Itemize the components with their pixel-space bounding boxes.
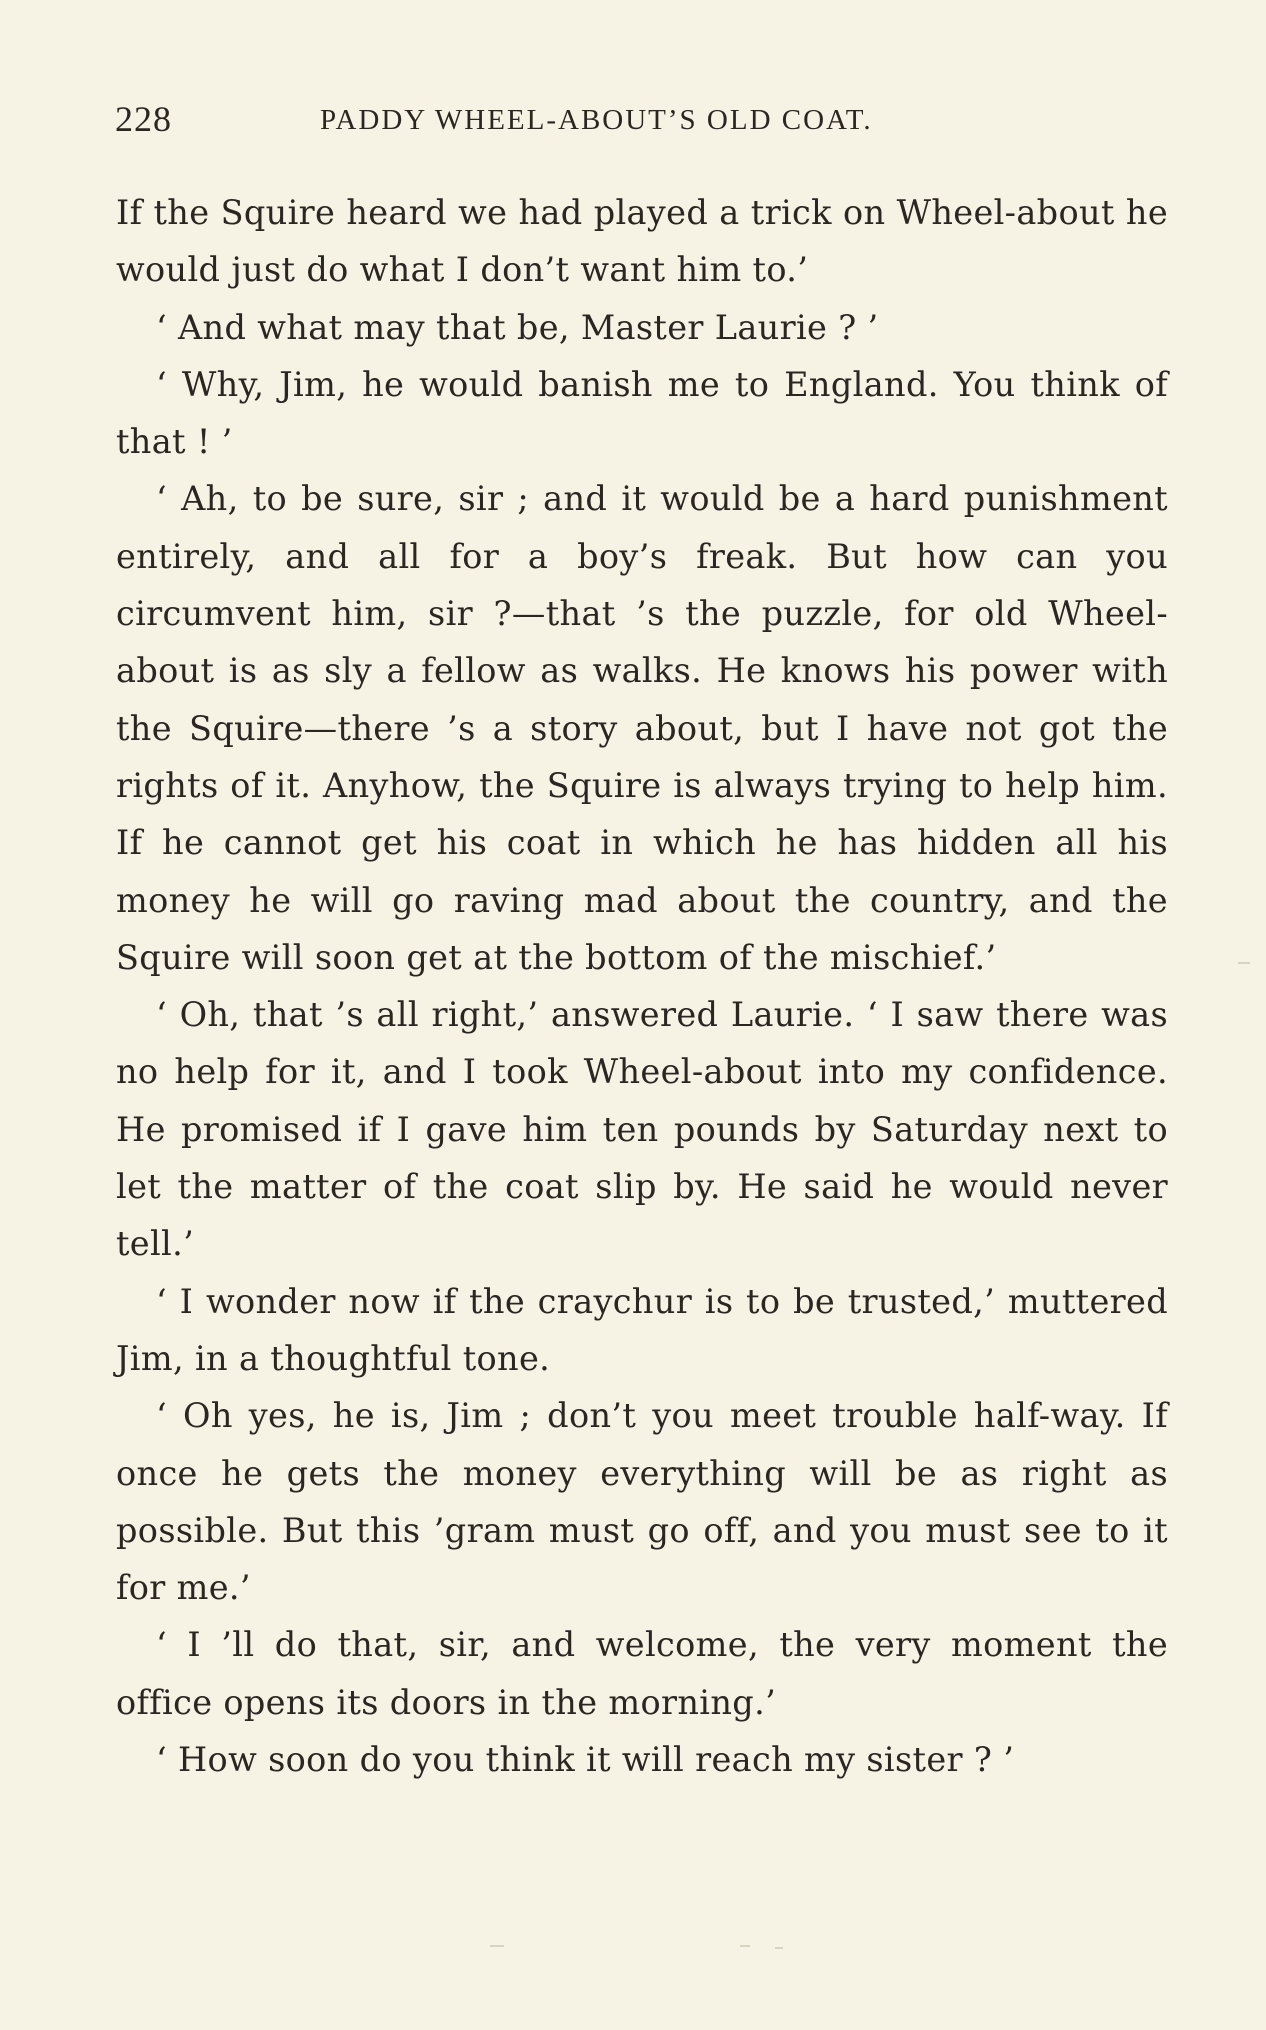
paragraph: ‘ Why, Jim, he would banish me to England. You think of that ! ’ (116, 364, 1168, 462)
paragraph: ‘ Ah, to be sure, sir ; and it would be a hard punishment entirely, and all for a boy’s freak. But how can you circumvent him, sir ?—that ’s the puzzle, for old Wheel-about is as sly a fellow as walks. He knows his power with the Squire—there ’s a story about, but I have not got the rights of it. Anyhow, the Squire is always trying to help him. If he cannot get his coat in which he has hidden all his money he will go raving mad about the country, and the Squire will soon get at the bottom of the mischief.’ (116, 479, 1168, 977)
paper-speck (740, 1945, 750, 1947)
paper-speck (1238, 962, 1250, 964)
paragraph: If the Squire heard we had played a trick on Wheel-about he would just do what I don’t want him to.’ (116, 193, 1168, 290)
paragraph: ‘ Oh yes, he is, Jim ; don’t you meet trouble half-way. If once he gets the money everything will be as right as possible. But this ’gram must go off, and you must see to it for me.’ (116, 1396, 1168, 1608)
paragraph: ‘ I wonder now if the craychur is to be trusted,’ muttered Jim, in a thoughtful tone. (116, 1281, 1168, 1378)
paper-speck (490, 1945, 504, 1947)
paragraph: ‘ Oh, that ’s all right,’ answered Laurie. ‘ I saw there was no help for it, and I took Wheel-about into my confidence. He promised if I gave him ten pounds by Saturday next to let the matter of the coat slip by. He said he would never tell.’ (116, 995, 1168, 1264)
paper-speck (775, 1947, 783, 1949)
paragraph: ‘ How soon do you think it will reach my sister ? ’ (156, 1740, 1015, 1780)
page-number: 228 (115, 99, 172, 139)
paragraph: ‘ I ’ll do that, sir, and welcome, the very moment the office opens its doors in the morning.’ (116, 1625, 1168, 1722)
paragraph: ‘ And what may that be, Master Laurie ? ’ (156, 307, 879, 347)
running-title: PADDY WHEEL-ABOUT’S OLD COAT. (320, 104, 873, 136)
